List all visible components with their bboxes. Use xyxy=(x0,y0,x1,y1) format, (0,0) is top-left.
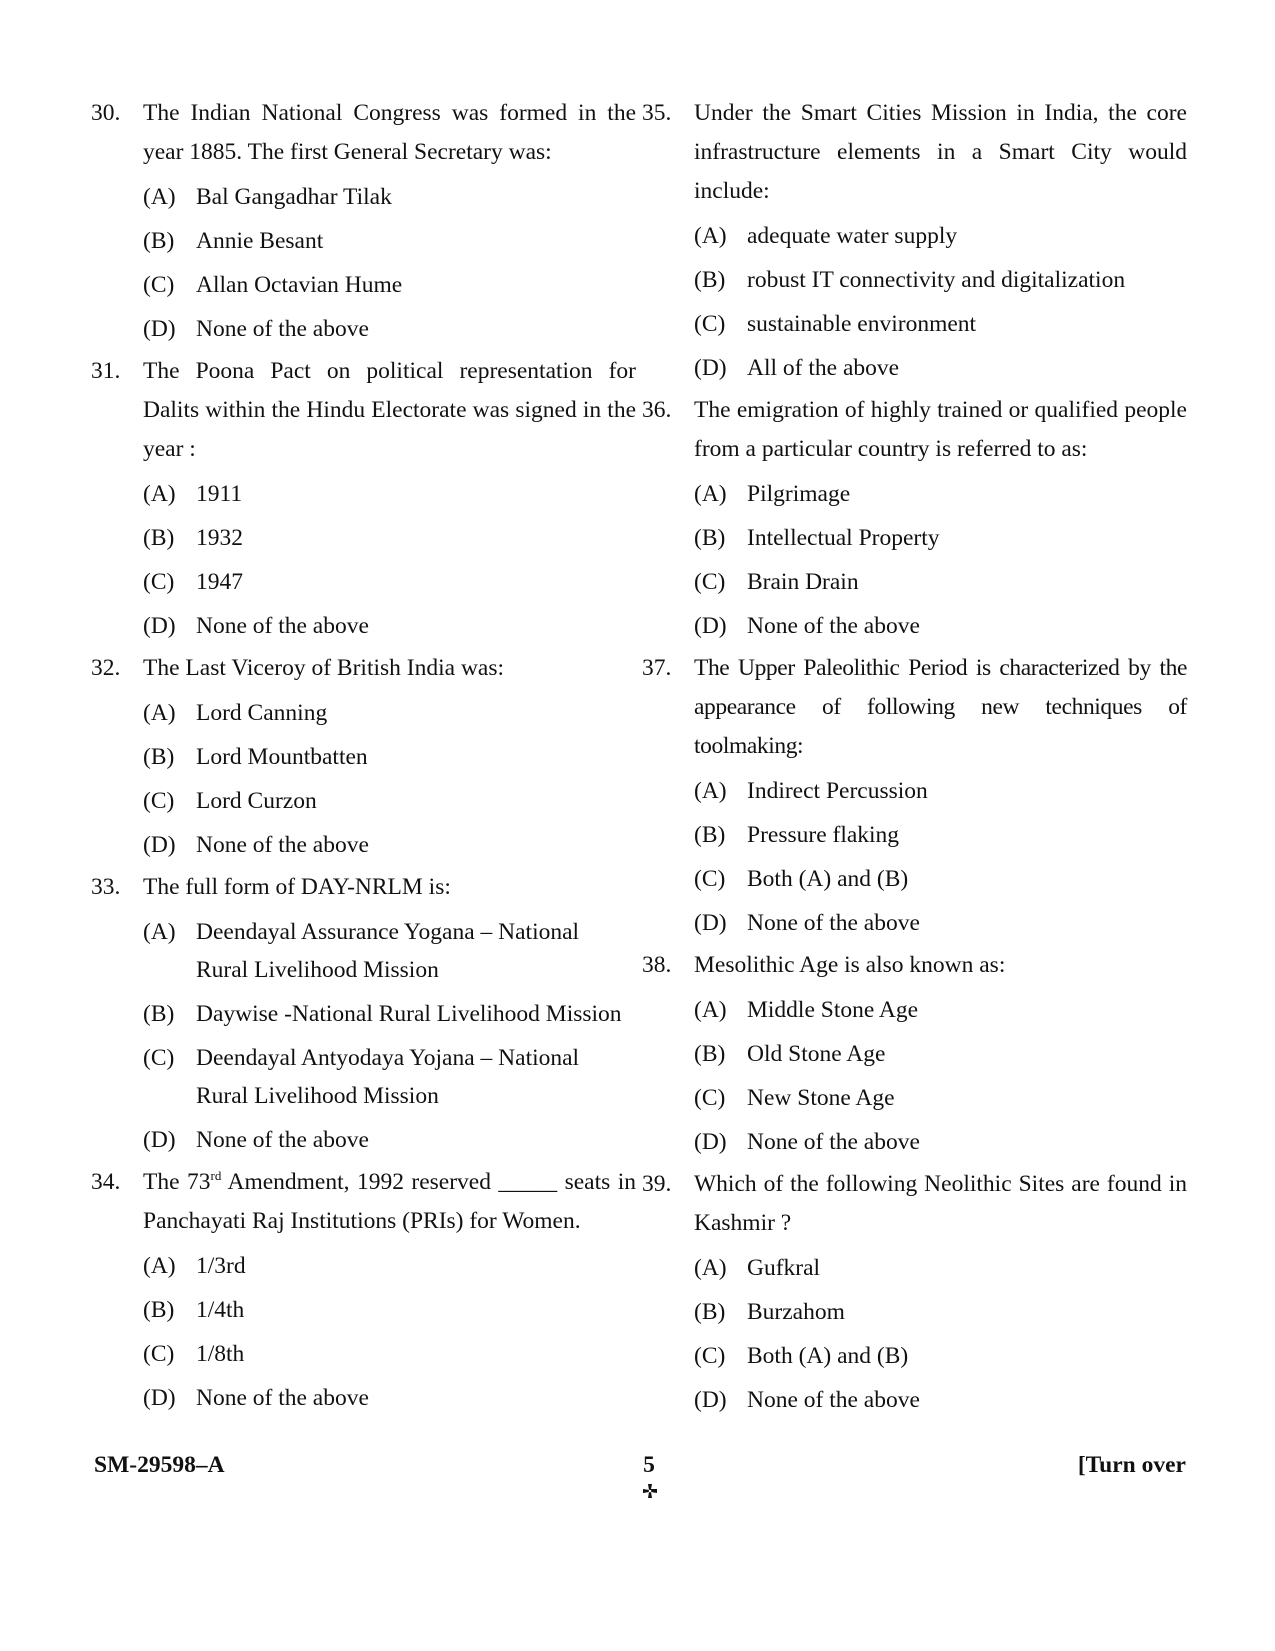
option-label: (A) xyxy=(143,919,176,945)
option-label: (A) xyxy=(143,184,176,210)
page-number: 5 xyxy=(643,1452,655,1478)
option-label: (D) xyxy=(143,832,176,858)
cross-pattee-icon xyxy=(643,1484,657,1498)
question-38 xyxy=(642,946,1187,1161)
option-d xyxy=(694,607,1187,645)
question-text: The Poona Pact on political representation for Dalits within the Hindu Electorate was signed in the year : xyxy=(143,358,636,462)
option-text: None of the above xyxy=(196,1127,369,1153)
option-text: Old Stone Age xyxy=(747,1041,886,1067)
option-c xyxy=(694,860,1187,898)
question-number: 36. xyxy=(642,397,672,423)
question-37 xyxy=(642,649,1187,942)
option-text: robust IT connectivity and digitalization xyxy=(747,267,1126,293)
option-label: (A) xyxy=(694,778,727,804)
option-label: (D) xyxy=(143,1127,176,1153)
option-text: 1947 xyxy=(196,569,243,595)
option-c xyxy=(143,563,636,601)
option-a xyxy=(694,1249,1187,1287)
question-32 xyxy=(91,649,636,864)
option-label: (A) xyxy=(694,1255,727,1281)
option-label: (D) xyxy=(694,355,727,381)
option-text: Deendayal Antyodaya Yojana – National Rural Livelihood Mission xyxy=(196,1045,580,1109)
option-label: (C) xyxy=(694,866,726,892)
option-text: None of the above xyxy=(196,1385,369,1411)
option-label: (D) xyxy=(143,613,176,639)
question-number: 34. xyxy=(91,1169,121,1195)
option-label: (A) xyxy=(694,481,727,507)
question-number: 30. xyxy=(91,100,121,126)
option-label: (C) xyxy=(694,1343,726,1369)
option-c xyxy=(143,266,636,304)
option-label: (C) xyxy=(143,569,175,595)
question-text: Which of the following Neolithic Sites are found in Kashmir ? xyxy=(694,1171,1187,1236)
option-label: (B) xyxy=(143,525,175,551)
question-number: 33. xyxy=(91,874,121,900)
option-a xyxy=(143,913,636,989)
option-label: (C) xyxy=(694,1085,726,1111)
option-label: (D) xyxy=(694,1129,727,1155)
option-label: (C) xyxy=(694,311,726,337)
option-b xyxy=(694,519,1187,557)
option-d xyxy=(694,1123,1187,1161)
question-text: The Upper Paleolithic Period is characterized by the appearance of following new techniques of toolmaking: xyxy=(694,655,1187,759)
option-text: None of the above xyxy=(747,910,920,936)
option-text: Lord Canning xyxy=(196,700,328,726)
option-a xyxy=(143,178,636,216)
option-label: (B) xyxy=(143,744,175,770)
option-d xyxy=(694,904,1187,942)
option-b xyxy=(694,816,1187,854)
option-label: (B) xyxy=(694,1299,726,1325)
question-text-part: The 73 xyxy=(143,1169,211,1195)
ordinal-superscript: rd xyxy=(210,1168,222,1183)
option-label: (D) xyxy=(694,613,727,639)
option-text: Bal Gangadhar Tilak xyxy=(196,184,392,210)
option-label: (B) xyxy=(694,822,726,848)
option-label: (B) xyxy=(143,1297,175,1323)
option-text: Both (A) and (B) xyxy=(747,866,909,892)
option-d xyxy=(143,310,636,348)
option-c xyxy=(694,1337,1187,1375)
option-text: 1932 xyxy=(196,525,243,551)
option-text: Middle Stone Age xyxy=(747,997,919,1023)
option-text: Lord Mountbatten xyxy=(196,744,368,770)
option-text: Burzahom xyxy=(747,1299,845,1325)
option-text: sustainable environment xyxy=(747,311,977,337)
option-text: None of the above xyxy=(747,1387,920,1413)
option-b xyxy=(143,738,636,776)
option-d xyxy=(143,826,636,864)
right-column xyxy=(642,94,1187,1419)
option-c xyxy=(143,782,636,820)
option-label: (A) xyxy=(143,481,176,507)
question-text: Mesolithic Age is also known as: xyxy=(694,952,1006,978)
option-b xyxy=(143,1291,636,1329)
option-d xyxy=(143,607,636,645)
option-text: Daywise -National Rural Livelihood Mission xyxy=(196,1001,622,1027)
question-number: 39. xyxy=(642,1171,672,1197)
option-label: (D) xyxy=(143,316,176,342)
option-text: Both (A) and (B) xyxy=(747,1343,909,1369)
option-a xyxy=(143,475,636,513)
option-label: (A) xyxy=(694,223,727,249)
option-a xyxy=(694,217,1187,255)
option-label: (C) xyxy=(143,1045,175,1071)
option-label: (A) xyxy=(143,700,176,726)
option-text: 1/8th xyxy=(196,1341,245,1367)
question-35 xyxy=(642,94,1187,387)
question-36 xyxy=(642,391,1187,645)
option-d xyxy=(143,1121,636,1159)
option-label: (C) xyxy=(143,1341,175,1367)
option-b xyxy=(143,995,636,1033)
question-number: 35. xyxy=(642,100,672,126)
option-text: adequate water supply xyxy=(747,223,958,249)
option-label: (A) xyxy=(143,1253,176,1279)
question-text: The Indian National Congress was formed in the year 1885. The first General Secretary was: xyxy=(143,100,636,165)
option-text: Allan Octavian Hume xyxy=(196,272,403,298)
option-text: None of the above xyxy=(747,613,920,639)
question-30 xyxy=(91,94,636,348)
question-text: The Last Viceroy of British India was: xyxy=(143,655,505,681)
option-c xyxy=(143,1335,636,1373)
question-number: 31. xyxy=(91,358,121,384)
option-text: None of the above xyxy=(747,1129,920,1155)
option-text: Pressure flaking xyxy=(747,822,900,848)
paper-code: SM-29598–A xyxy=(94,1452,225,1478)
option-c xyxy=(694,1079,1187,1117)
option-b xyxy=(694,1293,1187,1331)
option-text: Gufkral xyxy=(747,1255,821,1281)
option-text: Lord Curzon xyxy=(196,788,317,814)
option-a xyxy=(143,1247,636,1285)
question-text: Under the Smart Cities Mission in India, the core infrastructure elements in a Smart City would include: xyxy=(694,100,1187,204)
option-text: 1/4th xyxy=(196,1297,245,1323)
option-label: (D) xyxy=(143,1385,176,1411)
option-c xyxy=(694,563,1187,601)
question-text xyxy=(143,1163,636,1241)
option-b xyxy=(143,519,636,557)
option-b xyxy=(694,261,1187,299)
option-c xyxy=(694,305,1187,343)
question-number: 32. xyxy=(91,655,121,681)
turn-over-label: [Turn over xyxy=(1077,1452,1186,1478)
page-footer xyxy=(94,1452,1186,1492)
option-a xyxy=(694,475,1187,513)
option-a xyxy=(694,772,1187,810)
option-label: (C) xyxy=(694,569,726,595)
option-label: (B) xyxy=(143,1001,175,1027)
option-label: (D) xyxy=(694,1387,727,1413)
option-text: 1/3rd xyxy=(196,1253,246,1279)
option-d xyxy=(694,1381,1187,1419)
option-text: Deendayal Assurance Yogana – National Rural Livelihood Mission xyxy=(196,919,580,983)
option-text: Annie Besant xyxy=(196,228,324,254)
question-34 xyxy=(91,1163,636,1417)
option-text: None of the above xyxy=(196,613,369,639)
option-label: (C) xyxy=(143,788,175,814)
option-text: All of the above xyxy=(747,355,900,381)
option-label: (B) xyxy=(694,525,726,551)
option-text: 1911 xyxy=(196,481,243,507)
option-label: (B) xyxy=(694,1041,726,1067)
option-label: (C) xyxy=(143,272,175,298)
question-39 xyxy=(642,1165,1187,1419)
option-b xyxy=(143,222,636,260)
left-column xyxy=(91,94,636,1417)
option-text: Pilgrimage xyxy=(747,481,851,507)
option-a xyxy=(143,694,636,732)
option-text: None of the above xyxy=(196,832,369,858)
option-label: (B) xyxy=(694,267,726,293)
option-b xyxy=(694,1035,1187,1073)
question-text: The emigration of highly trained or qualified people from a particular country is referred to as: xyxy=(694,397,1187,462)
option-c xyxy=(143,1039,636,1115)
question-33 xyxy=(91,868,636,1159)
option-text: None of the above xyxy=(196,316,369,342)
option-d xyxy=(694,349,1187,387)
question-text-part: Amendment, 1992 reserved _____ seats in Panchayati Raj Institutions (PRIs) for Women. xyxy=(143,1169,636,1234)
question-31 xyxy=(91,352,636,645)
option-text: Intellectual Property xyxy=(747,525,940,551)
option-text: New Stone Age xyxy=(747,1085,895,1111)
question-number: 38. xyxy=(642,952,672,978)
option-text: Brain Drain xyxy=(747,569,859,595)
option-label: (B) xyxy=(143,228,175,254)
question-text: The full form of DAY-NRLM is: xyxy=(143,874,451,900)
option-d xyxy=(143,1379,636,1417)
option-label: (D) xyxy=(694,910,727,936)
question-number: 37. xyxy=(642,655,672,681)
option-label: (A) xyxy=(694,997,727,1023)
option-a xyxy=(694,991,1187,1029)
option-text: Indirect Percussion xyxy=(747,778,928,804)
